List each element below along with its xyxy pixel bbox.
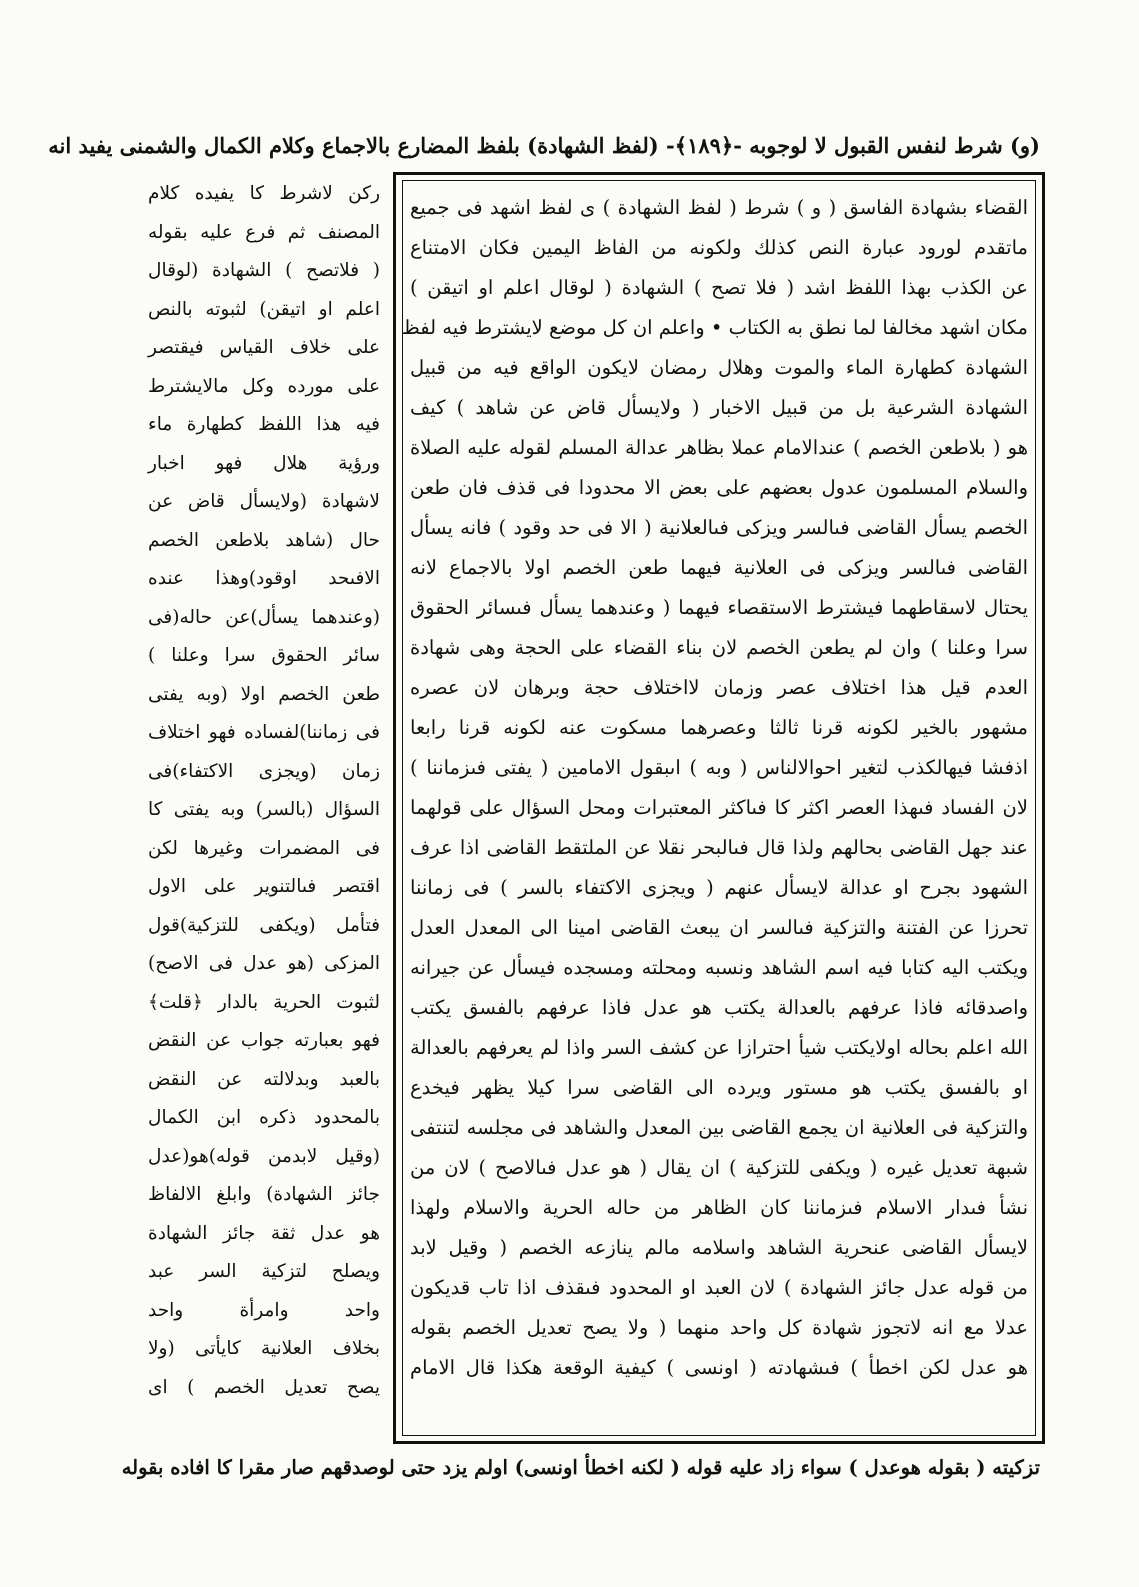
margin-commentary-column — [148, 175, 380, 1465]
main-text-line: سرا وعلنا ) وان لم يطعن الخصم لان بناء القضاء على الحجة وهى شهادة — [410, 636, 1028, 659]
main-text-line: والسلام المسلمون عدول بعضهم على بعض الا محدودا فى قذف فان طعن — [410, 476, 1028, 499]
main-text-line: العدم قيل هذا اختلاف عصر وزمان لااختلاف حجة وبرهان لان عصره — [410, 676, 1028, 699]
main-text-line: من قوله عدل جائز الشهادة ) لان العبد او المحدود فىقذف اذا تاب قديكون — [410, 1276, 1028, 1299]
main-text-line: ويكتب اليه كتابا فيه اسم الشاهد ونسبه ومحلته ومسجده فيسأل عن جيرانه — [410, 956, 1028, 979]
margin-text-line: بخلاف العلانية كايأتى (ولا — [148, 1338, 380, 1359]
margin-text-line: ( فلاتصح ) الشهادة (لوقال — [148, 260, 380, 281]
main-text-line: لايسأل القاضى عنحرية الشاهد واسلامه مالم ينازعه الخصم ( وقيل لابد — [410, 1236, 1028, 1259]
margin-text-line: هو عدل ثقة جائز الشهادة — [148, 1222, 380, 1244]
main-text-line: هو ( بلاطعن الخصم ) عندالامام عملا بظاهر عدالة المسلم لقوله عليه الصلاة — [410, 436, 1028, 459]
margin-text-line: حال (شاهد بلاطعن الخصم — [148, 529, 380, 551]
main-text-line: والتزكية فى العلانية ان يجمع القاضى بين المعدل والشاهد فى مجلسه لتنتفى — [410, 1116, 1028, 1139]
main-text-line: نشأ فىدار الاسلام فىزماننا كان الظاهر من حاله الحرية والاسلام ولهذا — [410, 1196, 1028, 1219]
margin-text-line: ورؤية هلال فهو اخبار — [148, 452, 380, 474]
main-text-line: هو عدل لكن اخطأ ) فىشهادته ( اونسى ) كيفية الوقعة هكذا قال الامام — [410, 1356, 1028, 1379]
main-text-line: الشهادة كطهارة الماء والموت وهلال رمضان لايكون الواقع فيه من قبيل — [410, 356, 1028, 379]
main-text-line: ماتقدم لورود عبارة النص كذلك ولكونه من الفاظ اليمين فكان الامتناع — [410, 236, 1028, 259]
margin-text-line: بالعبد وبدلالته عن النقض — [148, 1068, 380, 1090]
margin-text-line: يصح تعديل الخصم ) اى — [148, 1376, 380, 1398]
margin-text-line: المزكى (هو عدل فى الاصح) — [148, 953, 380, 974]
margin-text-line: طعن الخصم اولا (وبه يفتى — [148, 683, 380, 705]
margin-text-line: واحد وامرأة واحد — [148, 1299, 380, 1321]
margin-text-line: الافىحد اوقود)وهذا عنده — [148, 568, 380, 589]
main-text-line: واصدقائه فاذا عرفهم بالعدالة يكتب هو عدل فاذا عرفهم بالفسق يكتب — [410, 996, 1028, 1019]
page-footer-line: تزكيته ( بقوله هوعدل ) سواء زاد عليه قوله ( لكنه اخطأ اونسى) اولم يزد حتى لوصدقهم صار مقرا كا افاده بقوله — [121, 1456, 1040, 1479]
margin-text-line: ويصلح لتزكية السر عبد — [148, 1261, 380, 1282]
margin-text-line: لثبوت الحرية بالدار ﴿قلت﴾ — [148, 991, 380, 1013]
margin-text-line: بالمحدود ذكره ابن الكمال — [148, 1107, 380, 1128]
margin-text-line: اقتصر فىالتنوير على الاول — [148, 876, 380, 897]
margin-text-line: فتأمل (ويكفى للتزكية)قول — [148, 914, 380, 936]
main-text-line: القضاء بشهادة الفاسق ( و ) شرط ( لفظ الشهادة ) ى لفظ اشهد فى جميع — [410, 196, 1028, 219]
margin-text-line: (وعندهما يسأل)عن حاله(فى — [148, 606, 380, 628]
main-text-line: اذفشا فيهالكذب لتغير احوالالناس ( وبه ) اىبقول الامامين ( يفتى فىزماننا ) — [410, 756, 1028, 779]
margin-text-line: على مورده وكل مالايشترط — [148, 375, 380, 397]
margin-text-line: فى المضمرات وغيرها لكن — [148, 837, 380, 859]
margin-text-line: لاشهادة (ولايسأل قاض عن — [148, 491, 380, 512]
margin-text-line: ركن لاشرط كا يفيده كلام — [148, 183, 380, 204]
main-text-line: مشهور بالخير لكونه قرنا ثالثا وعصرهما مسكوت عنه لكونه قرنا رابعا — [410, 716, 1028, 739]
page-header: (و) شرط لنفس القبول لا لوجوبه -﴿١٨٩﴾- (لفظ الشهادة) بلفظ المضارع بالاجماع وكلام الكمال والشمنى يفيد انه — [48, 133, 1040, 158]
margin-text-line: جائز الشهادة) وابلغ الالفاظ — [148, 1184, 380, 1205]
main-text-line: شبهة تعديل غيره ( ويكفى للتزكية ) ان يقال ( هو عدل فىالاصح ) لان من — [410, 1156, 1028, 1179]
margin-text-line: سائر الحقوق سرا وعلنا ) — [148, 645, 380, 666]
main-text-line: او بالفسق يكتب هو مستور ويرده الى القاضى سرا كيلا يظهر فيخدع — [410, 1076, 1028, 1099]
main-text-line: لان الفساد فىهذا العصر اكثر كا فىاكثر المعتبرات ومحل السؤال على قولهما — [410, 796, 1028, 819]
margin-text-line: فيه هذا اللفظ كطهارة ماء — [148, 414, 380, 435]
main-text-line: عند جهل القاضى بحالهم ولذا قال فىالبحر نقلا عن الملتقط القاضى اذا عرف — [410, 836, 1028, 859]
main-text-line: يحتال لاسقاطهما فيشترط الاستقصاء فيهما ( وعندهما يسأل فىسائر الحقوق — [410, 596, 1028, 619]
main-text-column — [401, 188, 1028, 1432]
margin-text-line: المصنف ثم فرع عليه بقوله — [148, 221, 380, 243]
margin-text-line: اعلم او اتيقن) لثبوته بالنص — [148, 298, 380, 320]
main-text-line: الخصم يسأل القاضى فىالسر ويزكى فىالعلانية ( الا فى حد وقود ) فانه يسأل — [410, 516, 1028, 539]
margin-text-line: فى زماننا)لفساده فهو اختلاف — [148, 722, 380, 743]
main-text-line: تحرزا عن الفتنة والتزكية فىالسر ان يبعث القاضى امينا الى المعدل العدل — [410, 916, 1028, 939]
margin-text-line: (وقيل لابدمن قوله)هو(عدل — [148, 1145, 380, 1167]
main-text-line: القاضى فىالسر ويزكى فى العلانية فيهما طعن الخصم اولا بالاجماع لانه — [410, 556, 1028, 579]
margin-text-line: زمان (ويجزى الاكتفاء)فى — [148, 760, 380, 782]
margin-text-line: السؤال (بالسر) وبه يفتى كا — [148, 799, 380, 820]
main-text-line: عدلا مع انه لاتجوز شهادة كل واحد منهما ( ولا يصح تعديل الخصم بقوله — [410, 1316, 1028, 1339]
margin-text-line: فهو بعبارته جواب عن النقض — [148, 1030, 380, 1051]
main-text-line: الشهادة الشرعية بل من قبيل الاخبار ( ولايسأل قاض عن شاهد ) كيف — [410, 396, 1028, 419]
margin-text-line: على خلاف القياس فيقتصر — [148, 337, 380, 358]
main-text-line: مكان اشهد مخالفا لما نطق به الكتاب • واعلم ان كل موضع لايشترط فيه لفظ — [401, 316, 1028, 339]
main-text-line: الله اعلم بحاله اولايكتب شيأ احترازا عن كشف السر واذا لم يعرفهم بالعدالة — [410, 1036, 1028, 1059]
main-text-line: عن الكذب بهذا اللفظ اشد ( فلا تصح ) الشهادة ( لوقال اعلم او اتيقن ) — [410, 276, 1028, 299]
main-text-line: الشهود بجرح او عدالة لايسأل عنهم ( ويجزى الاكتفاء بالسر ) فى زماننا — [410, 876, 1028, 899]
